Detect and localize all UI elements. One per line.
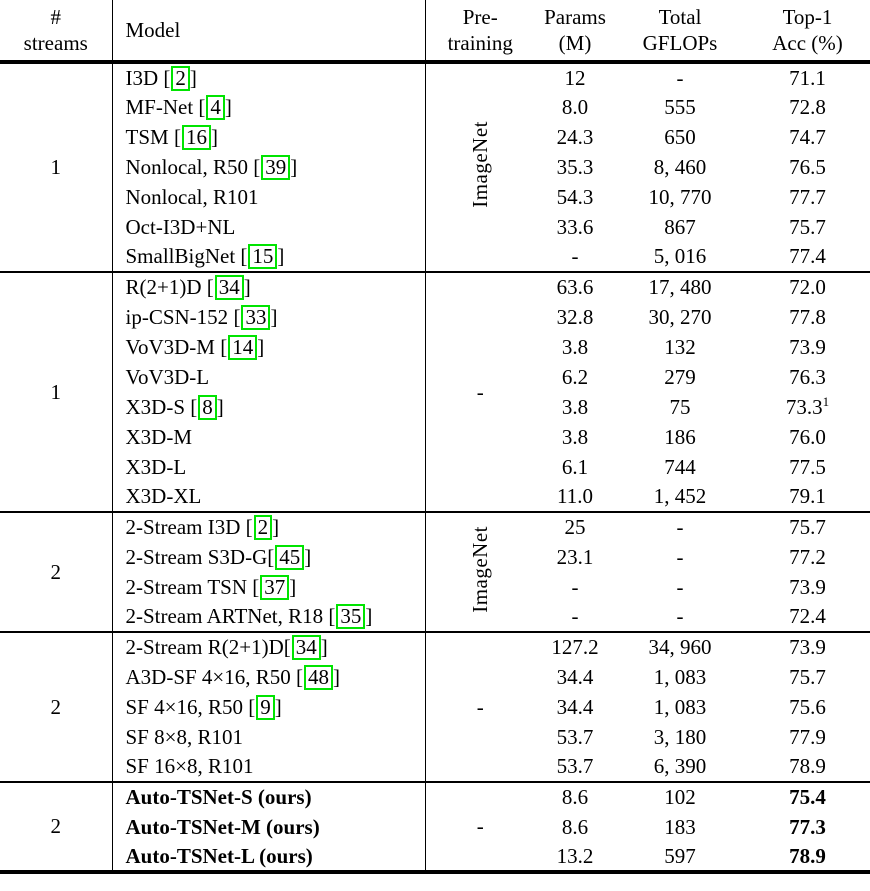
acc-cell bbox=[745, 62, 870, 92]
gflops-cell: - bbox=[676, 574, 684, 599]
model-cell bbox=[112, 242, 425, 272]
acc-value: 78.9 bbox=[789, 754, 826, 778]
acc-cell bbox=[745, 422, 870, 452]
model-name: I3D bbox=[125, 65, 159, 90]
citation-open-bracket: [ bbox=[252, 574, 260, 599]
header-model-label: Model bbox=[125, 18, 181, 42]
citation-open-bracket: [ bbox=[233, 304, 241, 329]
header-params-line1: Params bbox=[544, 5, 606, 29]
citation-link[interactable] bbox=[252, 575, 296, 599]
model-cell bbox=[112, 632, 425, 662]
pretraining-label: - bbox=[476, 694, 484, 719]
model-cell bbox=[112, 842, 425, 872]
header-gflops bbox=[615, 0, 745, 62]
gflops-cell: 75 bbox=[669, 394, 691, 419]
model-name: 2-Stream I3D bbox=[125, 515, 241, 539]
acc-value: 73.3 bbox=[785, 394, 823, 419]
acc-value: 78.9 bbox=[789, 843, 826, 868]
citation-number[interactable]: 16 bbox=[182, 125, 211, 150]
model-name: Oct-I3D+NL bbox=[125, 214, 236, 239]
header-top1-line1: Top-1 bbox=[782, 5, 833, 29]
params-cell: - bbox=[571, 244, 579, 268]
gflops-cell: - bbox=[676, 604, 684, 628]
citation-close-bracket: ] bbox=[270, 304, 278, 329]
citation-number[interactable]: 45 bbox=[275, 545, 304, 570]
citation-close-bracket: ] bbox=[210, 124, 218, 149]
acc-cell bbox=[745, 752, 870, 782]
params-cell: 3.8 bbox=[561, 394, 589, 419]
params-cell: 24.3 bbox=[556, 124, 594, 149]
params-cell: 34.4 bbox=[556, 664, 594, 689]
params-cell: 32.8 bbox=[556, 304, 594, 329]
acc-cell bbox=[745, 182, 870, 212]
citation-number[interactable]: 39 bbox=[261, 155, 290, 180]
citation-close-bracket: ] bbox=[365, 604, 373, 628]
model-name: X3D-S bbox=[125, 394, 186, 419]
params-cell: 8.0 bbox=[561, 94, 589, 119]
acc-value: 77.3 bbox=[789, 814, 826, 839]
params-cell: 25 bbox=[564, 515, 586, 539]
pretraining-cell bbox=[425, 272, 535, 512]
model-name: SF 8×8, R101 bbox=[125, 724, 243, 749]
citation-number[interactable]: 34 bbox=[215, 275, 244, 300]
citation-link[interactable] bbox=[233, 305, 277, 329]
citation-open-bracket: [ bbox=[296, 664, 304, 689]
acc-value: 75.7 bbox=[789, 664, 826, 689]
acc-cell bbox=[745, 632, 870, 662]
citation-link[interactable] bbox=[174, 125, 218, 149]
header-row bbox=[0, 0, 870, 62]
citation-link[interactable] bbox=[220, 335, 264, 359]
citation-close-bracket: ] bbox=[304, 544, 312, 569]
acc-value: 76.0 bbox=[789, 424, 826, 449]
model-cell bbox=[112, 152, 425, 182]
citation-open-bracket: [ bbox=[240, 244, 248, 268]
citation-open-bracket: [ bbox=[198, 94, 206, 119]
model-cell bbox=[112, 332, 425, 362]
model-name: X3D-L bbox=[125, 454, 187, 479]
citation-close-bracket: ] bbox=[320, 635, 328, 659]
table-row bbox=[0, 512, 870, 542]
citation-open-bracket: [ bbox=[283, 635, 291, 659]
citation-link[interactable] bbox=[190, 395, 224, 419]
acc-value: 79.1 bbox=[789, 484, 826, 508]
citation-link[interactable] bbox=[267, 545, 311, 569]
pretraining-label: ImageNet bbox=[467, 525, 492, 613]
model-name: SF 16×8, R101 bbox=[125, 754, 254, 778]
citation-number[interactable]: 14 bbox=[228, 335, 257, 360]
citation-close-bracket: ] bbox=[272, 515, 280, 539]
acc-value: 72.8 bbox=[789, 94, 826, 119]
gflops-cell: 132 bbox=[664, 334, 696, 359]
gflops-cell: 1, 452 bbox=[653, 484, 707, 508]
gflops-cell: 3, 180 bbox=[653, 724, 707, 749]
model-cell bbox=[112, 422, 425, 452]
acc-cell bbox=[745, 242, 870, 272]
citation-number[interactable]: 2 bbox=[171, 66, 190, 91]
acc-value: 77.7 bbox=[789, 184, 826, 209]
acc-cell bbox=[745, 392, 870, 422]
acc-value: 75.4 bbox=[789, 785, 826, 809]
model-cell bbox=[112, 512, 425, 542]
params-cell: 54.3 bbox=[556, 184, 594, 209]
model-name: SmallBigNet bbox=[125, 244, 236, 268]
acc-value: 75.7 bbox=[789, 214, 826, 239]
model-name: R(2+1)D bbox=[125, 275, 202, 299]
citation-close-bracket: ] bbox=[277, 244, 285, 268]
acc-footnote-marker: 1 bbox=[822, 393, 830, 409]
gflops-cell: 30, 270 bbox=[648, 304, 712, 329]
params-cell: 35.3 bbox=[556, 154, 594, 179]
citation-close-bracket: ] bbox=[333, 664, 341, 689]
acc-value: 73.9 bbox=[789, 635, 826, 659]
model-cell bbox=[112, 662, 425, 692]
model-cell bbox=[112, 812, 425, 842]
acc-value: 71.1 bbox=[789, 65, 826, 90]
acc-cell bbox=[745, 152, 870, 182]
params-cell: 3.8 bbox=[561, 334, 589, 359]
pretraining-cell bbox=[425, 632, 535, 782]
citation-close-bracket: ] bbox=[189, 65, 197, 90]
acc-cell bbox=[745, 782, 870, 812]
citation-link[interactable] bbox=[253, 155, 297, 179]
header-streams bbox=[0, 0, 112, 62]
citation-link[interactable] bbox=[248, 695, 282, 719]
table-row bbox=[0, 782, 870, 812]
model-cell bbox=[112, 392, 425, 422]
model-name: Nonlocal, R50 bbox=[125, 154, 248, 179]
model-name: MF-Net bbox=[125, 94, 194, 119]
params-cell: 63.6 bbox=[556, 275, 594, 299]
citation-open-bracket: [ bbox=[267, 544, 275, 569]
header-model bbox=[112, 0, 425, 62]
table-header bbox=[0, 0, 870, 62]
gflops-cell: 597 bbox=[664, 843, 696, 868]
citation-number[interactable]: 34 bbox=[292, 635, 321, 660]
acc-value: 75.6 bbox=[789, 694, 826, 719]
header-params bbox=[535, 0, 615, 62]
gflops-cell: 279 bbox=[664, 364, 696, 389]
model-name: ip-CSN-152 bbox=[125, 304, 229, 329]
pretraining-label: ImageNet bbox=[467, 121, 492, 208]
citation-number[interactable]: 15 bbox=[248, 244, 277, 269]
gflops-cell: 744 bbox=[664, 454, 696, 479]
model-name: Auto-TSNet-M (ours) bbox=[125, 814, 320, 839]
params-cell: 127.2 bbox=[551, 635, 599, 659]
header-top1-acc bbox=[745, 0, 870, 62]
citation-close-bracket: ] bbox=[224, 94, 232, 119]
acc-cell bbox=[745, 332, 870, 362]
model-name: Auto-TSNet-L (ours) bbox=[125, 843, 313, 868]
citation-link[interactable] bbox=[328, 604, 372, 628]
citation-open-bracket: [ bbox=[245, 515, 253, 539]
acc-cell bbox=[745, 302, 870, 332]
model-cell bbox=[112, 482, 425, 512]
gflops-cell: 6, 390 bbox=[653, 754, 707, 778]
header-gflops-line1: Total bbox=[658, 5, 702, 29]
citation-link[interactable] bbox=[246, 515, 280, 539]
acc-cell bbox=[745, 362, 870, 392]
citation-number[interactable]: 9 bbox=[256, 695, 275, 720]
citation-open-bracket: [ bbox=[206, 275, 214, 299]
table-row bbox=[0, 632, 870, 662]
header-pretraining-line1: Pre- bbox=[462, 5, 498, 29]
acc-value: 73.9 bbox=[789, 574, 826, 599]
streams-cell: 1 bbox=[0, 272, 112, 512]
citation-number[interactable]: 37 bbox=[260, 575, 289, 600]
citation-open-bracket: [ bbox=[248, 694, 256, 719]
model-name: TSM bbox=[125, 124, 169, 149]
gflops-cell: 183 bbox=[664, 814, 696, 839]
citation-open-bracket: [ bbox=[163, 65, 171, 90]
citation-link[interactable] bbox=[240, 244, 284, 268]
model-block bbox=[0, 782, 870, 872]
acc-value: 73.9 bbox=[789, 334, 826, 359]
citation-open-bracket: [ bbox=[253, 154, 261, 179]
model-name: SF 4×16, R50 bbox=[125, 694, 243, 719]
model-name: VoV3D-M bbox=[125, 334, 215, 359]
header-streams-line1: # bbox=[50, 5, 61, 29]
model-cell bbox=[112, 122, 425, 152]
citation-open-bracket: [ bbox=[190, 394, 198, 419]
citation-number[interactable]: 8 bbox=[198, 395, 217, 420]
model-name: 2-Stream ARTNet, R18 bbox=[125, 604, 324, 628]
citation-open-bracket: [ bbox=[328, 604, 336, 628]
params-cell: - bbox=[571, 604, 579, 628]
pretraining-cell bbox=[425, 512, 535, 632]
acc-value: 72.0 bbox=[789, 275, 826, 299]
params-cell: 6.1 bbox=[561, 454, 589, 479]
citation-close-bracket: ] bbox=[289, 574, 297, 599]
header-pretraining-line2: training bbox=[447, 31, 513, 55]
acc-cell bbox=[745, 722, 870, 752]
acc-cell bbox=[745, 92, 870, 122]
acc-cell bbox=[745, 692, 870, 722]
gflops-cell: 1, 083 bbox=[653, 694, 707, 719]
gflops-cell: - bbox=[676, 65, 684, 90]
acc-cell bbox=[745, 812, 870, 842]
model-name: 2-Stream R(2+1)D bbox=[125, 635, 284, 659]
citation-close-bracket: ] bbox=[243, 275, 251, 299]
citation-link[interactable] bbox=[284, 635, 328, 659]
model-name: VoV3D-L bbox=[125, 364, 210, 389]
model-name: Nonlocal, R101 bbox=[125, 184, 259, 209]
acc-value: 77.2 bbox=[789, 544, 826, 569]
citation-number[interactable]: 2 bbox=[254, 515, 273, 540]
params-cell: 6.2 bbox=[561, 364, 589, 389]
acc-value: 77.9 bbox=[789, 724, 826, 749]
header-pretraining bbox=[425, 0, 535, 62]
acc-value: 75.7 bbox=[789, 515, 826, 539]
citation-link[interactable] bbox=[207, 275, 251, 299]
model-cell bbox=[112, 722, 425, 752]
citation-number[interactable]: 4 bbox=[206, 95, 225, 120]
streams-cell: 2 bbox=[0, 782, 112, 872]
citation-link[interactable] bbox=[198, 95, 232, 119]
model-cell bbox=[112, 212, 425, 242]
params-cell: 23.1 bbox=[556, 544, 594, 569]
params-cell: 8.6 bbox=[561, 814, 589, 839]
model-cell bbox=[112, 752, 425, 782]
model-name: X3D-M bbox=[125, 424, 192, 449]
acc-cell bbox=[745, 662, 870, 692]
citation-open-bracket: [ bbox=[220, 334, 228, 359]
acc-cell bbox=[745, 212, 870, 242]
acc-value: 76.3 bbox=[789, 364, 826, 389]
params-cell: 11.0 bbox=[557, 484, 593, 508]
gflops-cell: 650 bbox=[664, 124, 696, 149]
model-block bbox=[0, 512, 870, 632]
acc-cell bbox=[745, 452, 870, 482]
model-block bbox=[0, 62, 870, 272]
acc-cell bbox=[745, 122, 870, 152]
header-params-line2: (M) bbox=[558, 31, 592, 55]
gflops-cell: 186 bbox=[664, 424, 696, 449]
model-cell bbox=[112, 272, 425, 302]
model-name: X3D-XL bbox=[125, 484, 202, 508]
citation-close-bracket: ] bbox=[257, 334, 265, 359]
acc-cell bbox=[745, 602, 870, 632]
model-cell bbox=[112, 302, 425, 332]
citation-link[interactable] bbox=[163, 66, 197, 90]
citation-close-bracket: ] bbox=[274, 694, 282, 719]
acc-value: 72.4 bbox=[789, 604, 826, 628]
gflops-cell: 34, 960 bbox=[648, 635, 712, 659]
gflops-cell: 8, 460 bbox=[653, 154, 707, 179]
model-cell bbox=[112, 182, 425, 212]
citation-number[interactable]: 48 bbox=[304, 665, 333, 690]
model-cell bbox=[112, 362, 425, 392]
acc-cell bbox=[745, 542, 870, 572]
model-cell bbox=[112, 782, 425, 812]
acc-cell bbox=[745, 572, 870, 602]
pretraining-label: - bbox=[476, 379, 484, 404]
model-block bbox=[0, 272, 870, 512]
model-cell bbox=[112, 542, 425, 572]
pretraining-cell bbox=[425, 782, 535, 872]
model-cell bbox=[112, 62, 425, 92]
gflops-cell: 1, 083 bbox=[653, 664, 707, 689]
model-name: 2-Stream S3D-G bbox=[125, 544, 268, 569]
params-cell: 34.4 bbox=[556, 694, 594, 719]
model-cell bbox=[112, 92, 425, 122]
model-cell bbox=[112, 452, 425, 482]
citation-link[interactable] bbox=[296, 665, 340, 689]
table-row bbox=[0, 62, 870, 92]
acc-value: 77.4 bbox=[789, 244, 826, 268]
citation-close-bracket: ] bbox=[216, 394, 224, 419]
gflops-cell: 555 bbox=[664, 94, 696, 119]
acc-value: 74.7 bbox=[789, 124, 826, 149]
model-cell bbox=[112, 602, 425, 632]
streams-cell: 2 bbox=[0, 632, 112, 782]
acc-cell bbox=[745, 842, 870, 872]
params-cell: 53.7 bbox=[556, 724, 594, 749]
acc-cell bbox=[745, 482, 870, 512]
gflops-cell: 5, 016 bbox=[653, 244, 707, 268]
params-cell: 12 bbox=[564, 65, 586, 90]
gflops-cell: - bbox=[676, 544, 684, 569]
header-top1-line2: Acc (%) bbox=[772, 31, 843, 55]
pretraining-cell bbox=[425, 62, 535, 272]
header-streams-line2: streams bbox=[23, 31, 88, 55]
table-row bbox=[0, 272, 870, 302]
params-cell: - bbox=[571, 574, 579, 599]
header-gflops-line2: GFLOPs bbox=[642, 31, 718, 55]
model-cell bbox=[112, 692, 425, 722]
model-name: A3D-SF 4×16, R50 bbox=[125, 664, 291, 689]
citation-number[interactable]: 33 bbox=[241, 305, 270, 330]
streams-cell: 1 bbox=[0, 62, 112, 272]
params-cell: 3.8 bbox=[561, 424, 589, 449]
gflops-cell: 867 bbox=[664, 214, 696, 239]
params-cell: 13.2 bbox=[556, 843, 594, 868]
pretraining-label: - bbox=[476, 814, 484, 838]
acc-value: 77.5 bbox=[789, 454, 826, 479]
gflops-cell: 17, 480 bbox=[648, 275, 712, 299]
model-name: Auto-TSNet-S (ours) bbox=[125, 785, 312, 809]
params-cell: 53.7 bbox=[556, 754, 594, 778]
acc-value: 77.8 bbox=[789, 304, 826, 329]
gflops-cell: 102 bbox=[664, 785, 696, 809]
acc-cell bbox=[745, 512, 870, 542]
params-cell: 8.6 bbox=[561, 785, 589, 809]
citation-close-bracket: ] bbox=[290, 154, 298, 179]
gflops-cell: 10, 770 bbox=[648, 184, 712, 209]
model-cell bbox=[112, 572, 425, 602]
acc-cell bbox=[745, 272, 870, 302]
citation-number[interactable]: 35 bbox=[336, 604, 365, 629]
acc-value: 76.5 bbox=[789, 154, 826, 179]
params-cell: 33.6 bbox=[556, 214, 594, 239]
model-name: 2-Stream TSN bbox=[125, 574, 248, 599]
citation-open-bracket: [ bbox=[173, 124, 181, 149]
streams-cell: 2 bbox=[0, 512, 112, 632]
gflops-cell: - bbox=[676, 515, 684, 539]
model-block bbox=[0, 632, 870, 782]
